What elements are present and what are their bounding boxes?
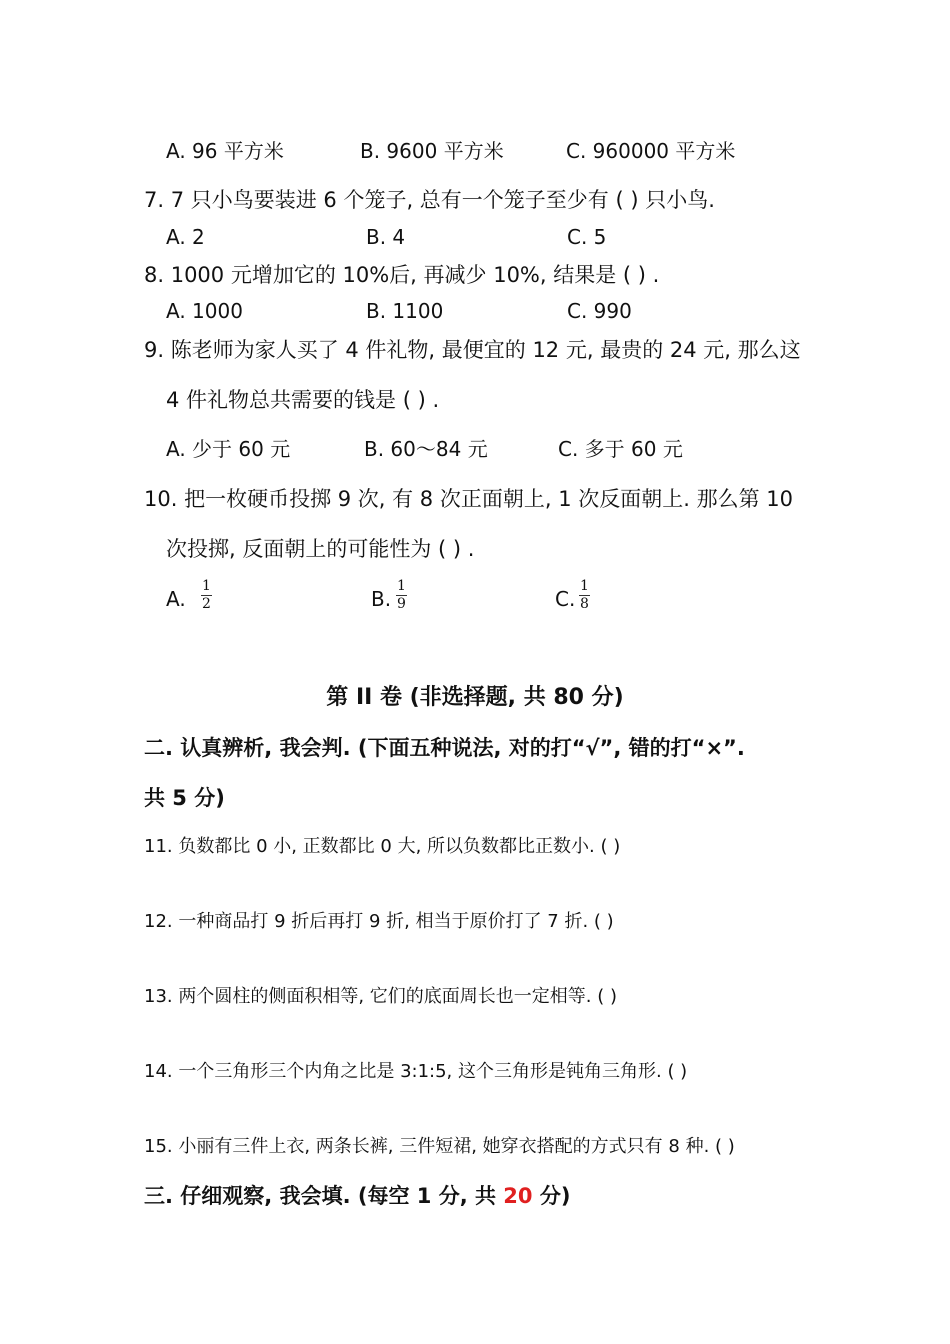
section2-heading-line1: 二. 认真辨析, 我会判. (下面五种说法, 对的打“√”, 错的打“×”. [144,736,745,760]
fraction-denominator: 8 [580,596,589,612]
fraction-numerator: 1 [580,578,589,594]
q8-stem: 8. 1000 元增加它的 10%后, 再减少 10%, 结果是 ( ) . [144,263,660,287]
q9-stem-line1: 9. 陈老师为家人买了 4 件礼物, 最便宜的 12 元, 最贵的 24 元, 那么这 [144,338,801,362]
fraction-denominator: 9 [397,596,406,612]
q6-option-a: A. 96 平方米 [166,139,284,163]
tf-item-11: 11. 负数都比 0 小, 正数都比 0 大, 所以负数都比正数小. ( ) [144,836,621,857]
tf-item-12: 12. 一种商品打 9 折后再打 9 折, 相当于原价打了 7 折. ( ) [144,911,614,932]
tf-item-14: 14. 一个三角形三个内角之比是 3:1:5, 这个三角形是钝角三角形. ( ) [144,1061,688,1082]
q7-option-c: C. 5 [567,225,607,249]
fraction-denominator: 2 [202,596,211,612]
q10-option-c-fraction [579,579,590,612]
q9-option-c: C. 多于 60 元 [558,437,683,461]
q10-option-a-fraction [201,579,212,612]
q10-stem-line2: 次投掷, 反面朝上的可能性为 ( ) . [166,537,475,561]
q9-option-b: B. 60～84 元 [364,437,488,461]
q9-stem-line2: 4 件礼物总共需要的钱是 ( ) . [166,388,440,412]
section3-score: 20 [503,1184,533,1208]
part2-title: 第 II 卷 (非选择题, 共 80 分) [326,685,624,710]
q6-option-c: C. 960000 平方米 [566,139,736,163]
q6-option-b: B. 9600 平方米 [360,139,504,163]
q7-option-a: A. 2 [166,225,205,249]
section3-heading-post: 分) [532,1184,571,1208]
q8-option-a: A. 1000 [166,299,243,323]
fraction-numerator: 1 [202,578,211,594]
section3-heading [144,1182,570,1210]
q10-option-b-label: B. [371,587,392,611]
fraction-numerator: 1 [397,578,406,594]
q10-stem-line1: 10. 把一枚硬币投掷 9 次, 有 8 次正面朝上, 1 次反面朝上. 那么第 10 [144,487,793,511]
section3-heading-pre: 三. 仔细观察, 我会填. (每空 1 分, 共 [144,1184,504,1208]
tf-item-13: 13. 两个圆柱的侧面积相等, 它们的底面周长也一定相等. ( ) [144,986,617,1007]
q7-stem: 7. 7 只小鸟要装进 6 个笼子, 总有一个笼子至少有 ( ) 只小鸟. [144,188,715,212]
q10-option-c-label: C. [555,587,576,611]
q10-option-b-fraction [396,579,407,612]
q8-option-b: B. 1100 [366,299,444,323]
section2-heading-line2: 共 5 分) [144,786,225,810]
q7-option-b: B. 4 [366,225,406,249]
q10-option-a-label: A. [166,587,186,611]
q9-option-a: A. 少于 60 元 [166,437,291,461]
tf-item-15: 15. 小丽有三件上衣, 两条长裤, 三件短裙, 她穿衣搭配的方式只有 8 种. ( ) [144,1136,735,1157]
q8-option-c: C. 990 [567,299,632,323]
